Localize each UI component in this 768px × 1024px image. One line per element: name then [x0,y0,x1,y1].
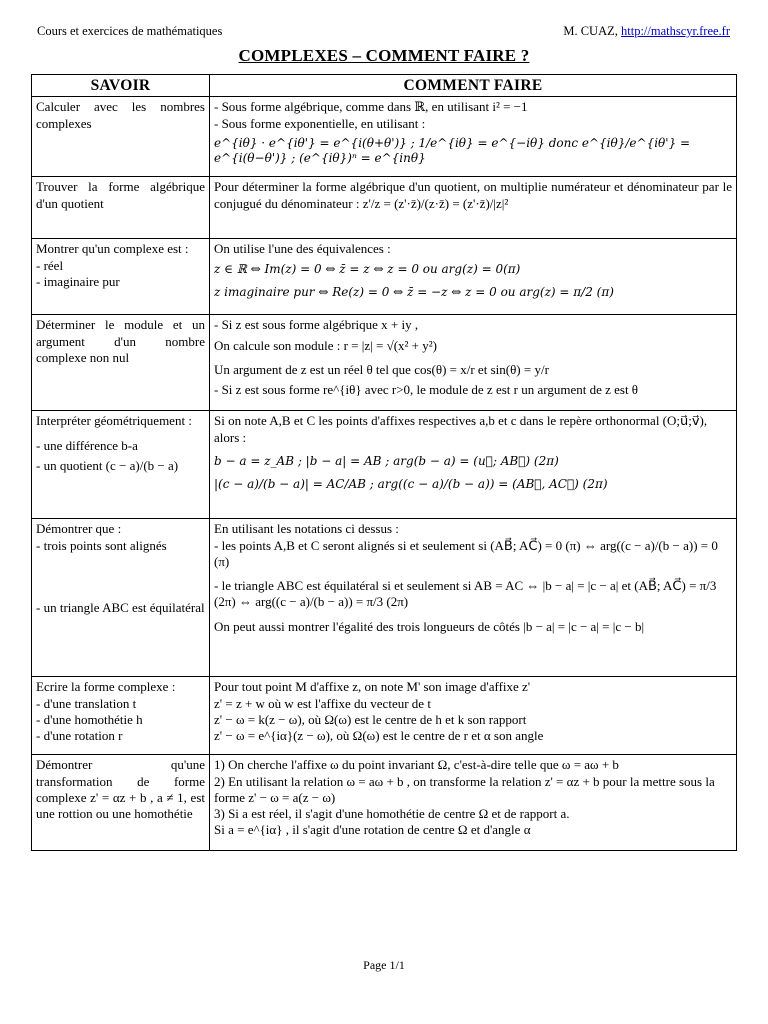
savoir-text: Déterminer le module et un argument d'un nombre complexe non nul [36,317,205,365]
savoir-cell [32,315,210,411]
table-row [32,411,737,519]
faire-text: - Sous forme algébrique, comme dans ℝ, en utilisant i² = −1 [214,99,528,115]
faire-text: Pour déterminer la forme algébrique d'un quotient, on multiplie numérateur et dénominateur par le conjugué du dénominateur : z'/z = (z'·z̄)/(z·z̄) = (z'·z̄)/|z|² [214,179,732,211]
table-row [32,239,737,315]
faire-text: - Si z est sous forme re^{iθ} avec r>0, le module de z est r un argument de z est θ [214,382,639,398]
savoir-cell [32,239,210,315]
savoir-text: Ecrire la forme complexe : [36,679,176,695]
faire-text: On peut aussi montrer l'égalité des trois longueurs de côtés |b − a| = |c − a| = |c − b| [214,618,645,634]
faire-text: 2) En utilisant la relation ω = aω + b , on transforme la relation z' = αz + b pour la mettre sous la forme z' − ω = a(z − ω) [214,773,715,805]
header-comment-faire: COMMENT FAIRE [210,75,737,97]
faire-cell [210,677,737,755]
savoir-cell [32,411,210,519]
savoir-text: - trois points sont alignés [36,537,167,553]
faire-cell [210,755,737,851]
page-title: COMPLEXES – COMMENT FAIRE ? [238,46,530,65]
table-row [32,755,737,851]
faire-cell [210,519,737,677]
savoir-text: Trouver la forme algébrique d'un quotient [36,179,205,211]
faire-text: z' = z + w où w est l'affixe du vecteur de t [214,695,431,711]
faire-cell [210,411,737,519]
faire-text: z' − ω = e^{iα}(z − ω), où Ω(ω) est le centre de r et α son angle [214,728,544,744]
savoir-text: Montrer qu'un complexe est : [36,241,189,257]
savoir-cell [32,519,210,677]
formula: z ∈ ℝ ⇔ Im(z) = 0 ⇔ z̄ = z ⇔ z = 0 ou arg(z) = 0(π) [214,261,521,276]
faire-text: On calcule son module : r = |z| = √(x² + y²) [214,337,437,353]
faire-text: Pour tout point M d'affixe z, on note M' son image d'affixe z' [214,679,531,695]
formula: |(c − a)/(b − a)| = AC/AB ; arg((c − a)/(b − a)) = (AB⃗, AC⃗) (2π) [214,476,608,491]
savoir-text: - imaginaire pur [36,273,120,289]
faire-text: z' − ω = k(z − ω), où Ω(ω) est le centre de h et k son rapport [214,711,527,727]
table-row [32,677,737,755]
faire-text: Si on note A,B et C les points d'affixes respectives a,b et c dans le repère orthonormal (O;u⃗;v⃗), alors : [214,413,708,445]
savoir-cell [32,755,210,851]
table-row [32,519,737,677]
faire-text: 3) Si a est réel, il s'agit d'une homothétie de centre Ω et de rapport a. [214,806,570,822]
formula: b − a = z_AB ; |b − a| = AB ; arg(b − a) = (u⃗; AB⃗) (2π) [214,453,559,468]
formula: e^{iθ} · e^{iθ'} = e^{i(θ+θ')} ; 1/e^{iθ} = e^{−iθ} donc e^{iθ}/e^{iθ'} = e^{i(θ−θ')} ; (e^{iθ})ⁿ = e^{inθ} [214,135,691,165]
faire-text: - le triangle ABC est équilatéral si et seulement si AB = AC ⇔ |b − a| = |c − a| et (AB⃗; AC⃗) = π/3 (2π) ⇔ arg((c − a)/(b − a)) = π/3 (2π) [214,578,717,610]
savoir-text: Démontrer qu'une transformation de forme complexe z' = αz + b , a ≠ 1, est une rottion ou une homothétie [36,757,205,822]
faire-text: En utilisant les notations ci dessus : [214,521,399,537]
savoir-cell [32,177,210,239]
faire-text: - les points A,B et C seront alignés si et seulement si (AB⃗; AC⃗) = 0 (π) ⇔ arg((c − a)/(b − a)) = 0 (π) [214,537,718,569]
page-number: Page 1/1 [363,958,405,972]
header-author [563,24,730,39]
faire-text: Si a = e^{iα} , il s'agit d'une rotation de centre Ω et d'angle α [214,822,531,838]
savoir-text: - une différence b-a [36,437,138,453]
table-row [32,97,737,177]
faire-text: - Si z est sous forme algébrique x + iy , [214,317,419,333]
savoir-text: - réel [36,257,64,273]
faire-cell [210,315,737,411]
savoir-text: - d'une homothétie h [36,711,143,727]
savoir-cell [32,677,210,755]
savoir-text: - un quotient (c − a)/(b − a) [36,457,179,473]
faire-text: 1) On cherche l'affixe ω du point invariant Ω, c'est-à-dire telle que ω = aω + b [214,757,619,773]
faire-cell [210,177,737,239]
page-header [37,24,730,40]
savoir-text: - d'une rotation r [36,728,123,744]
header-savoir: SAVOIR [32,75,210,97]
savoir-text: Démontrer que : [36,521,122,537]
table-row [32,177,737,239]
savoir-text: Interpréter géométriquement : [36,413,192,429]
formula: z imaginaire pur ⇔ Re(z) = 0 ⇔ z̄ = −z ⇔ z = 0 ou arg(z) = π/2 (π) [214,284,614,299]
savoir-cell [32,97,210,177]
header-course-title: Cours et exercices de mathématiques [37,24,223,38]
header-author-name: M. CUAZ, [563,24,621,38]
faire-cell [210,239,737,315]
header-url-link[interactable]: http://mathscyr.free.fr [621,24,730,38]
savoir-text: Calculer avec les nombres complexes [36,99,205,131]
faire-cell [210,97,737,177]
table-header-row [32,75,737,97]
savoir-text: - d'une translation t [36,695,137,711]
faire-text: Un argument de z est un réel θ tel que cos(θ) = x/r et sin(θ) = y/r [214,361,549,377]
table-row [32,315,737,411]
faire-text: - Sous forme exponentielle, en utilisant : [214,115,426,131]
faire-text: On utilise l'une des équivalences : [214,241,391,257]
method-table [31,74,737,851]
savoir-text: - un triangle ABC est équilatéral [36,599,205,615]
